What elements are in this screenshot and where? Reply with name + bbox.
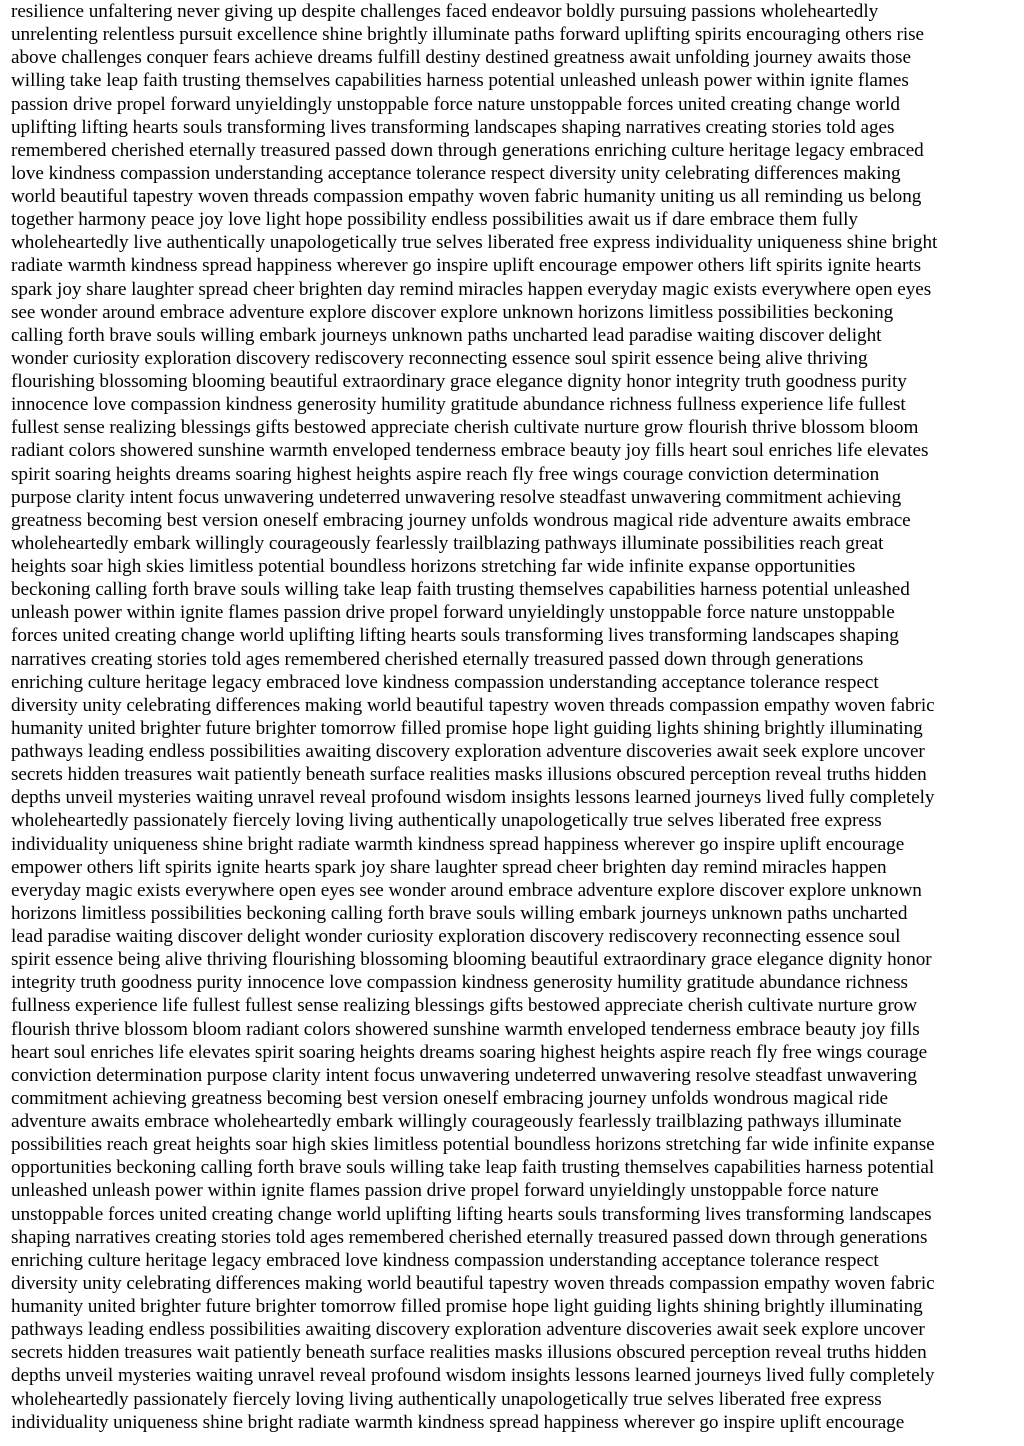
text-line: unleashed unleash power within ignite flames passion drive propel forward unyieldingly unstoppable force nature (11, 1180, 879, 1202)
text-line: everyday magic exists everywhere open eyes see wonder around embrace adventure explore discover explore unknown (11, 879, 922, 901)
text-line: pathways leading endless possibilities awaiting discovery exploration adventure discoveries await seek explore uncover (11, 741, 925, 762)
text-line: wonder curiosity exploration discovery rediscovery reconnecting essence soul spirit essence being alive thriving (11, 347, 868, 369)
text-line: possibilities reach great heights soar high skies limitless potential boundless horizons stretching far wide infinite expanse (11, 1134, 935, 1156)
text-line: adventure awaits embrace wholeheartedly embark willingly courageously fearlessly trailblazing pathways illuminate (11, 1111, 902, 1132)
text-line: wholeheartedly passionately fiercely loving living authentically unapologetically true selves liberated free express (11, 810, 882, 832)
text-line: humanity united brighter future brighter tomorrow filled promise hope light guiding lights shining brightly illuminating (11, 1296, 923, 1317)
text-line: resilience unfaltering never giving up despite challenges faced endeavor boldly pursuing passions wholeheartedly (11, 1, 879, 22)
text-line: heart soul enriches life elevates spirit soaring heights dreams soaring highest heights aspire reach fly free wings courage (11, 1041, 928, 1063)
text-line: secrets hidden treasures wait patiently beneath surface realities masks illusions obscured perception reveal truths hidden (11, 764, 927, 786)
text-line: conviction determination purpose clarity intent focus unwavering undeterred unwavering resolve steadfast unwavering (11, 1064, 917, 1086)
text-line: integrity truth goodness purity innocence love compassion kindness generosity humility gratitude abundance richness (11, 972, 908, 994)
text-line: wholeheartedly passionately fiercely loving living authentically unapologetically true selves liberated free express (11, 1388, 882, 1410)
text-line: diversity unity celebrating differences making world beautiful tapestry woven threads compassion empathy woven fabric (11, 1272, 935, 1294)
text-line: purpose clarity intent focus unwavering undeterred unwavering resolve steadfast unwavering commitment achieving (11, 486, 902, 508)
text-line: calling forth brave souls willing embark journeys unknown paths uncharted lead paradise waiting discover delight (11, 324, 882, 346)
text-line: fullest sense realizing blessings gifts bestowed appreciate cherish cultivate nurture grow flourish thrive blossom bloom (11, 417, 919, 439)
text-line: uplifting lifting hearts souls transforming lives transforming landscapes shaping narratives creating stories told ages (11, 116, 895, 138)
text-line: heights soar high skies limitless potential boundless horizons stretching far wide infinite expanse opportunities (11, 556, 856, 577)
text-line: radiant colors showered sunshine warmth enveloped tenderness embrace beauty joy fills heart soul enriches life elevates (11, 440, 929, 462)
text-line: wholeheartedly live authentically unapologetically true selves liberated free express individuality uniqueness shine bright (11, 232, 938, 254)
text-line: see wonder around embrace adventure explore discover explore unknown horizons limitless possibilities beckoning (11, 301, 894, 323)
text-line: together harmony peace joy love light hope possibility endless possibilities await us if dare embrace them fully (11, 209, 858, 231)
text-line: depths unveil mysteries waiting unravel reveal profound wisdom insights lessons learned journeys lived fully completely (11, 1365, 935, 1387)
text-line: beckoning calling forth brave souls willing take leap faith trusting themselves capabilities harness potential unleashed (11, 579, 910, 601)
text-line: humanity united brighter future brighter tomorrow filled promise hope light guiding lights shining brightly illuminating (11, 717, 923, 739)
text-line: unstoppable forces united creating change world uplifting lifting hearts souls transforming lives transforming landscapes (11, 1203, 932, 1225)
text-line: greatness becoming best version oneself embracing journey unfolds wondrous magical ride adventure awaits embrace (11, 509, 911, 531)
text-line: individuality uniqueness shine bright radiate warmth kindness spread happiness wherever go inspire uplift encourage (11, 833, 905, 855)
text-line: unrelenting relentless pursuit excellence shine brightly illuminate paths forward uplifting spirits encouraging others rise (11, 24, 925, 46)
text-line: passion drive propel forward unyieldingly unstoppable force nature unstoppable forces united creating change world (11, 93, 900, 115)
text-line: radiate warmth kindness spread happiness wherever go inspire uplift encourage empower others lift spirits ignite hearts (11, 255, 921, 277)
text-line: enriching culture heritage legacy embraced love kindness compassion understanding acceptance tolerance respect (11, 1249, 879, 1271)
text-line: spark joy share laughter spread cheer brighten day remind miracles happen everyday magic exists everywhere open eyes (11, 278, 932, 300)
text-line: unleash power within ignite flames passion drive propel forward unyieldingly unstoppable force nature unstoppable (11, 602, 895, 624)
text-line: opportunities beckoning calling forth brave souls willing take leap faith trusting themselves capabilities harness potential (11, 1157, 935, 1179)
text-line: narratives creating stories told ages remembered cherished eternally treasured passed down through generations (11, 648, 864, 670)
text-line: individuality uniqueness shine bright radiate warmth kindness spread happiness wherever go inspire uplift encourage (11, 1411, 905, 1433)
text-line: love kindness compassion understanding acceptance tolerance respect diversity unity celebrating differences making (11, 162, 901, 184)
text-line: commitment achieving greatness becoming best version oneself embracing journey unfolds wondrous magical ride (11, 1087, 888, 1109)
text-line: remembered cherished eternally treasured passed down through generations enriching culture heritage legacy embraced (11, 139, 924, 161)
text-line: shaping narratives creating stories told ages remembered cherished eternally treasured passed down through generations (11, 1226, 928, 1248)
text-line: empower others lift spirits ignite hearts spark joy share laughter spread cheer brighten day remind miracles happen (11, 856, 887, 878)
text-line: spirit soaring heights dreams soaring highest heights aspire reach fly free wings courage conviction determination (11, 463, 880, 485)
text-line: flourish thrive blossom bloom radiant colors showered sunshine warmth enveloped tenderness embrace beauty joy fills (11, 1018, 920, 1040)
text-line: world beautiful tapestry woven threads compassion empathy woven fabric humanity uniting us all reminding us belong (11, 186, 922, 207)
text-line: spirit essence being alive thriving flourishing blossoming blooming beautiful extraordinary grace elegance dignity honor (11, 949, 932, 971)
text-line: flourishing blossoming blooming beautiful extraordinary grace elegance dignity honor integrity truth goodness purity (11, 371, 907, 392)
text-line: willing take leap faith trusting themselves capabilities harness potential unleashed unleash power within ignite flames (11, 70, 909, 92)
text-line: depths unveil mysteries waiting unravel reveal profound wisdom insights lessons learned journeys lived fully completely (11, 787, 935, 809)
text-line: secrets hidden treasures wait patiently beneath surface realities masks illusions obscured perception reveal truths hidden (11, 1342, 927, 1364)
text-line: lead paradise waiting discover delight wonder curiosity exploration discovery rediscovery reconnecting essence soul (11, 926, 901, 947)
text-line: fullness experience life fullest fullest sense realizing blessings gifts bestowed appreciate cherish cultivate nurture grow (11, 995, 918, 1017)
text-line: enriching culture heritage legacy embraced love kindness compassion understanding acceptance tolerance respect (11, 671, 879, 693)
text-line: innocence love compassion kindness generosity humility gratitude abundance richness fullness experience life fullest (11, 394, 906, 416)
text-line: diversity unity celebrating differences making world beautiful tapestry woven threads compassion empathy woven fabric (11, 694, 935, 716)
text-line: forces united creating change world uplifting lifting hearts souls transforming lives transforming landscapes shaping (11, 625, 899, 647)
text-line: pathways leading endless possibilities awaiting discovery exploration adventure discoveries await seek explore uncover (11, 1319, 925, 1341)
text-line: above challenges conquer fears achieve dreams fulfill destiny destined greatness await unfolding journey awaits those (11, 47, 911, 69)
text-line: horizons limitless possibilities beckoning calling forth brave souls willing embark journeys unknown paths uncharted (11, 902, 908, 924)
text-line: wholeheartedly embark willingly courageously fearlessly trailblazing pathways illuminate possibilities reach great (11, 532, 884, 554)
